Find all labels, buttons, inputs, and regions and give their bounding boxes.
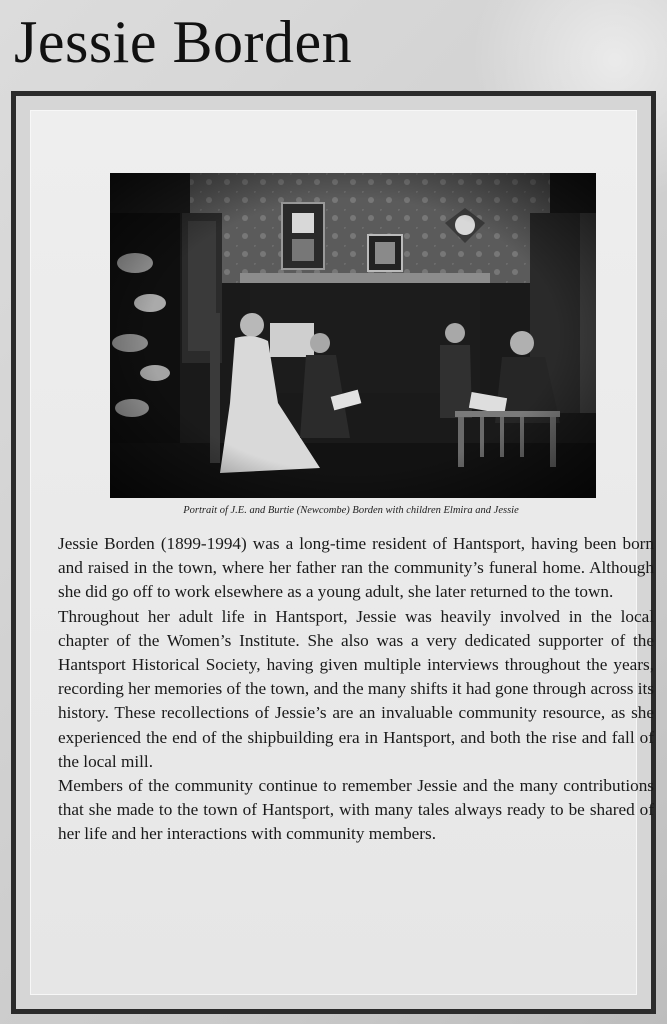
photo-caption: Portrait of J.E. and Burtie (Newcombe) Borden with children Elmira and Jessie [183,505,519,516]
biography-paragraph: Jessie Borden (1899-1994) was a long-time resident of Hantsport, having been born and raised in the town, where her father ran the community’s funeral home. Although she did go off to work elsewhere as a young adult, she later returned to the town. [58,534,654,602]
biography-paragraph: Throughout her adult life in Hantsport, Jessie was heavily involved in the local chapter of the Women’s Institute. She also was a very dedicated supporter of the Hantsport Historical Society, having given multiple interviews throughout the years, recording her memories of the town, and the many shifts it had gone through across its history. These recollections of Jessie’s are an invaluable community resource, as she experienced the end of the shipbuilding era in Hantsport, and both the rise and fall of the local mill. [58,606,654,771]
page-title: Jessie Borden [14,9,353,75]
historic-family-photo [110,173,596,498]
biography-text [58,532,654,847]
biography-paragraph: Members of the community continue to remember Jessie and the many contributions that she made to the town of Hantsport, with many tales always ready to be shared of her life and her interactions with community members. [58,776,654,844]
sign-frame [11,91,656,1014]
photo-illustration [110,173,596,498]
sign-panel [30,110,654,995]
